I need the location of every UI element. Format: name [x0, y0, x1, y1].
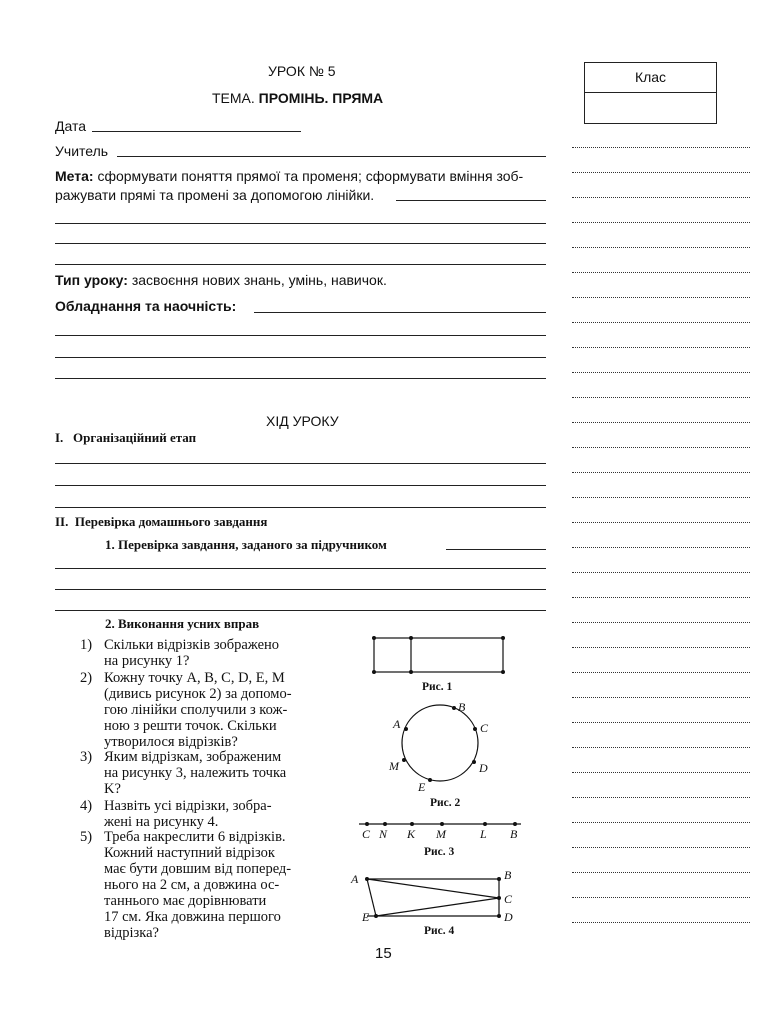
equipment-line-1[interactable] — [55, 335, 546, 336]
goal-extra-line-1[interactable] — [55, 223, 546, 224]
fig3-point — [513, 822, 517, 826]
exercise-line: (дивись рисунок 2) за допомо- — [104, 686, 292, 702]
lesson-type-value: засвоєння нових знань, умінь, навичок. — [131, 272, 387, 288]
fig2-point-c — [473, 727, 477, 731]
sub-1-line-3[interactable] — [55, 610, 546, 611]
sub-1-line-2[interactable] — [55, 589, 546, 590]
theme-title: ПРОМІНЬ. ПРЯМА — [258, 90, 384, 106]
exercise-number: 4) — [80, 798, 93, 814]
fig1-rectangle — [374, 638, 503, 672]
exercise-number: 5) — [80, 829, 93, 845]
fig3-label: M — [436, 827, 446, 841]
fig3-label: B — [510, 827, 518, 841]
exercise-line: має бути довшим від поперед- — [104, 861, 292, 877]
course-title: ХІД УРОКУ — [266, 413, 339, 429]
fig4-point-e — [374, 914, 378, 918]
stage-1-heading: I. Організаційний етап — [55, 430, 197, 445]
sub-1-field[interactable] — [446, 549, 546, 550]
exercise-line: відрізка? — [104, 925, 159, 941]
exercise-line: Яким відрізкам, зображеним — [104, 749, 282, 765]
fig3-label: K — [407, 827, 416, 841]
lesson-type — [55, 271, 387, 289]
figure-1 — [370, 632, 510, 680]
theme-label: ТЕМА. — [212, 90, 255, 106]
fig1-point — [501, 636, 505, 640]
figure-4 — [345, 866, 525, 926]
date-field[interactable] — [92, 131, 301, 132]
fig4-point-a — [365, 877, 369, 881]
fig4-point-d — [497, 914, 501, 918]
goal-extra-line-3[interactable] — [55, 264, 546, 265]
lesson-number: УРОК № 5 — [268, 63, 336, 79]
equipment-line-3[interactable] — [55, 378, 546, 379]
fig1-point — [372, 636, 376, 640]
goal-label: Мета: — [55, 168, 94, 184]
exercise-line: Треба накреслити 6 відрізків. — [104, 829, 286, 845]
fig3-point — [483, 822, 487, 826]
fig2-caption: Рис. 2 — [430, 797, 461, 809]
exercise-line: Кожний наступний відрізок — [104, 845, 275, 861]
sub-1-line-1[interactable] — [55, 568, 546, 569]
fig3-caption: Рис. 3 — [424, 846, 455, 858]
goal-text-1: сформувати поняття прямої та променя; сформувати вміння зоб- — [97, 168, 524, 184]
figure-2 — [385, 698, 495, 796]
figure-3 — [355, 816, 525, 842]
exercise-line: жені на рисунку 4. — [104, 814, 219, 830]
exercise-line: 17 см. Яка довжина першого — [104, 909, 281, 925]
fig1-point — [409, 670, 413, 674]
fig2-point-m — [402, 758, 406, 762]
fig2-point-e — [428, 778, 432, 782]
fig2-label: M — [389, 759, 399, 773]
fig4-segment-ac — [367, 879, 499, 898]
teacher-field[interactable] — [117, 156, 546, 157]
class-label: Клас — [585, 63, 716, 93]
fig3-point — [410, 822, 414, 826]
exercise-line: нього на 2 см, а довжина ос- — [104, 877, 280, 893]
equipment-field[interactable] — [254, 312, 546, 313]
exercise-number: 2) — [80, 670, 93, 686]
page-number: 15 — [375, 945, 392, 962]
stage-1-line-3[interactable] — [55, 507, 546, 508]
fig2-point-b — [452, 706, 456, 710]
class-box — [584, 62, 717, 124]
equipment-label: Обладнання та наочність: — [55, 298, 237, 314]
exercise-number: 1) — [80, 637, 93, 653]
fig1-point — [372, 670, 376, 674]
fig4-label: A — [351, 872, 359, 886]
fig3-point — [383, 822, 387, 826]
exercise-line: K? — [104, 781, 121, 797]
fig2-label: E — [418, 780, 426, 794]
exercise-line: таннього має дорівнювати — [104, 893, 267, 909]
fig4-label: C — [504, 892, 513, 906]
fig3-label: C — [362, 827, 371, 841]
exercise-number: 3) — [80, 749, 93, 765]
fig1-point — [409, 636, 413, 640]
fig3-label: N — [379, 827, 388, 841]
exercise-line: гою лінійки сполучили з кож- — [104, 702, 288, 718]
exercise-line: утворилося відрізків? — [104, 734, 238, 750]
fig3-point — [365, 822, 369, 826]
goal-line-1 — [55, 167, 555, 185]
fig4-frame — [367, 879, 499, 916]
lesson-theme — [212, 90, 383, 106]
goal-text-2: ражувати прямі та промені за допомогою лінійки. — [55, 187, 375, 203]
fig2-label: B — [458, 700, 466, 714]
stage-1-line-1[interactable] — [55, 463, 546, 464]
stage-2-heading: II. Перевірка домашнього завдання — [55, 514, 268, 529]
fig4-label: E — [362, 910, 370, 924]
exercise-line: ною з решти точок. Скільки — [104, 718, 277, 734]
lesson-type-label: Тип уроку: — [55, 272, 128, 288]
fig2-point-d — [472, 760, 476, 764]
fig4-label: D — [504, 910, 513, 924]
date-label: Дата — [55, 118, 87, 134]
sub-1-heading: 1. Перевірка завдання, заданого за підручником — [105, 537, 387, 552]
teacher-label: Учитель — [55, 143, 109, 159]
goal-field[interactable] — [396, 200, 546, 201]
fig2-label: A — [393, 717, 401, 731]
fig4-point-c — [497, 896, 501, 900]
exercise-line: Кожну точку A, B, C, D, E, M — [104, 670, 285, 686]
fig3-point — [440, 822, 444, 826]
exercise-line: на рисунку 1? — [104, 653, 190, 669]
fig2-label: D — [479, 761, 488, 775]
exercise-line: Скільки відрізків зображено — [104, 637, 280, 653]
fig2-circle — [402, 705, 478, 781]
fig1-caption: Рис. 1 — [422, 681, 453, 693]
fig4-point-b — [497, 877, 501, 881]
fig4-segment-ec — [376, 898, 499, 916]
fig1-point — [501, 670, 505, 674]
fig2-label: C — [480, 721, 489, 735]
stage-1-line-2[interactable] — [55, 485, 546, 486]
sub-2-heading: 2. Виконання усних вправ — [105, 616, 260, 631]
fig3-label: L — [480, 827, 487, 841]
fig4-label: B — [504, 868, 512, 882]
exercise-line: Назвіть усі відрізки, зобра- — [104, 798, 272, 814]
fig2-point-a — [404, 727, 408, 731]
equipment-line-2[interactable] — [55, 357, 546, 358]
exercise-line: на рисунку 3, належить точка — [104, 765, 287, 781]
fig4-caption: Рис. 4 — [424, 925, 455, 937]
goal-extra-line-2[interactable] — [55, 243, 546, 244]
